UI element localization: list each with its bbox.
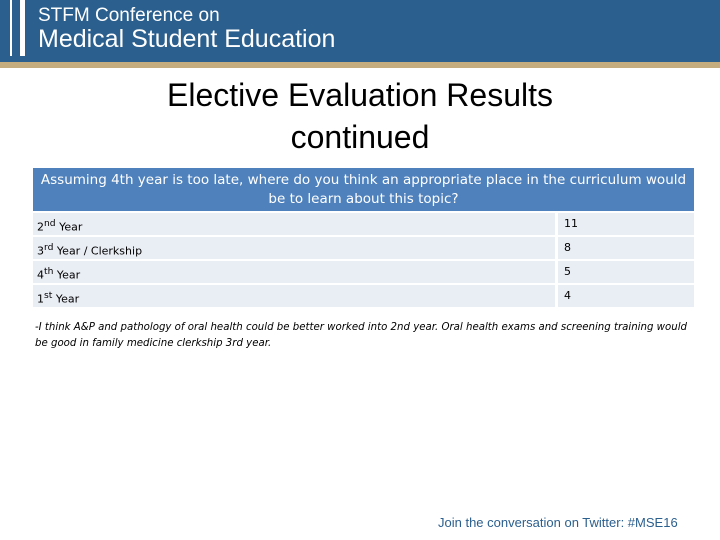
row-label-ordinal: st — [44, 290, 53, 301]
conference-name-line2: Medical Student Education — [38, 25, 336, 53]
survey-question: Assuming 4th year is too late, where do you think an appropriate place in the curriculum would be to learn about this topic? — [33, 168, 694, 211]
header-accent-bar — [20, 0, 25, 56]
table-row — [33, 237, 694, 259]
table-row — [33, 261, 694, 283]
row-label-ordinal: nd — [44, 218, 56, 229]
row-label — [33, 285, 555, 307]
row-label-number: 2 — [37, 220, 44, 234]
row-label-number: 3 — [37, 244, 44, 258]
row-label-ordinal: rd — [44, 242, 54, 253]
twitter-footer: Join the conversation on Twitter: #MSE16 — [438, 515, 678, 530]
row-label-number: 4 — [37, 268, 44, 282]
slide-title-line2: continued — [290, 119, 430, 155]
row-label — [33, 213, 555, 235]
row-label-text: Year / Clerkship — [53, 244, 143, 258]
row-label-ordinal: th — [44, 266, 54, 277]
results-table — [33, 213, 694, 309]
row-count: 8 — [558, 237, 694, 259]
row-count: 11 — [558, 213, 694, 235]
slide-title — [90, 74, 630, 158]
row-count: 5 — [558, 261, 694, 283]
header-divider — [0, 62, 720, 68]
table-row — [33, 213, 694, 235]
row-label-number: 1 — [37, 292, 44, 306]
row-label — [33, 261, 555, 283]
conference-name-line1: STFM Conference on — [38, 5, 220, 26]
row-count: 4 — [558, 285, 694, 307]
row-label-text: Year — [55, 220, 83, 234]
header-band — [0, 0, 720, 62]
header-accent-bar-thin — [10, 0, 12, 56]
table-row — [33, 285, 694, 307]
row-label-text: Year — [53, 268, 81, 282]
respondent-comment: -I think A&P and pathology of oral health could be better worked into 2nd year. Oral health exams and screening training would be good in family medicine clerkship 3rd year. — [35, 322, 687, 349]
row-label-text: Year — [52, 292, 80, 306]
row-label — [33, 237, 555, 259]
slide-title-line1: Elective Evaluation Results — [167, 77, 553, 113]
